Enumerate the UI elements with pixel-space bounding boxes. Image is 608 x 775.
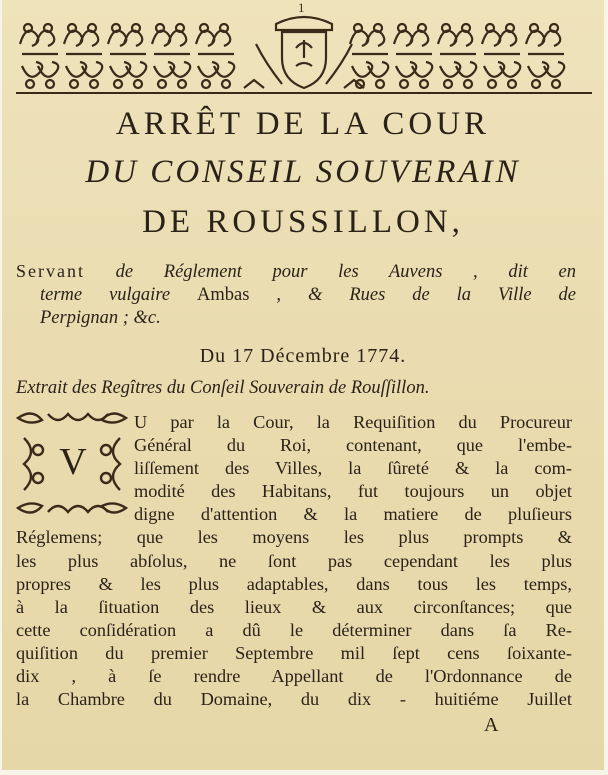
body-line: digne d'attention & la matiere de pluſieurs (134, 504, 572, 525)
subject-lead: Servant (16, 261, 85, 281)
body-line: Réglemens; que les moyens les plus prompts & (16, 527, 572, 548)
page-number: 1 (298, 0, 305, 15)
body-line: dix , à ſe rendre Appellant de l'Ordonnance de (16, 666, 572, 687)
body-text (16, 411, 572, 711)
body-line: propres & les plus adaptables, dans tous les temps, (16, 573, 572, 594)
extract-heading: Extrait des Regîtres du Conſeil Souverain de Rouſſillon. (16, 378, 430, 398)
title-line-3: DE ROUSSILLON, (142, 204, 464, 240)
body-line: U par la Cour, la Requiſition du Procureur (134, 412, 572, 432)
body-line: Général du Roi, contenant, que l'embe- (134, 435, 572, 456)
body-line: les plus abſolus, ne ſont pas cependant les plus (16, 550, 572, 571)
subject-paragraph: Servant de Réglement pour les Auvens , dit en terme vulgaire Ambas , & Rues de la Ville de Perpignan ; &c. (16, 261, 576, 328)
body-line: modité des Habitans, fut toujours un objet (134, 481, 572, 502)
body-line: à la ſituation des lieux & aux circonſtances; que (16, 596, 572, 617)
body-line: liſſement des Villes, la ſûreté & la com- (134, 458, 572, 479)
headpiece-ornament (16, 14, 592, 96)
title-line-2: DU CONSEIL SOUVERAIN (85, 154, 521, 190)
catchword: A (484, 714, 499, 736)
title-line-1: ARRÊT DE LA COUR (115, 106, 491, 142)
body-line: la Chambre du Domaine, du dix - huitiéme Juillet (16, 689, 572, 710)
decree-date: Du 17 Décembre 1774. (199, 345, 407, 367)
drop-cap-letter: V (59, 441, 87, 483)
body-line: quiſition du premier Septembre mil ſept cens ſoixante- (16, 642, 572, 663)
body-line: cette conſidération a dû le déterminer dans ſa Re- (16, 619, 572, 640)
document-page (2, 0, 604, 770)
